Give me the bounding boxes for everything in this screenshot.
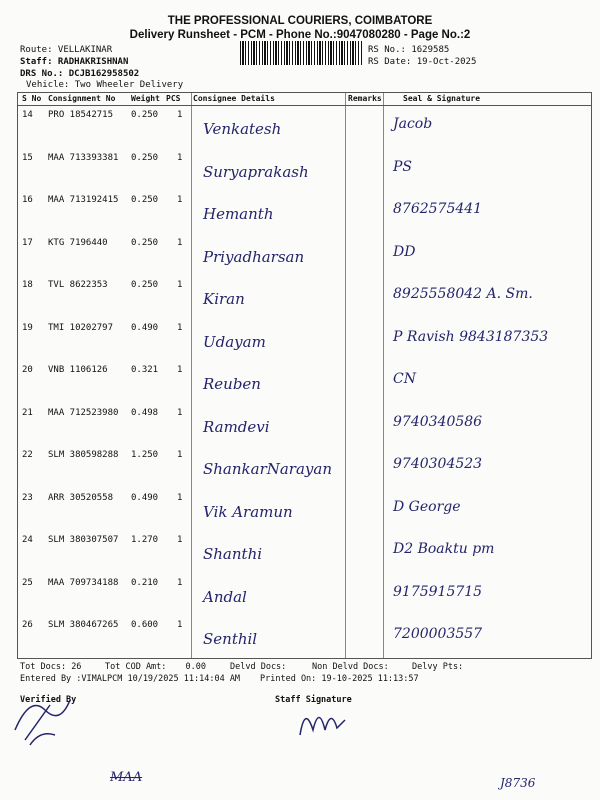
consignment-cell: VNB 1106126 (48, 365, 108, 375)
handwritten-number: J8736 (500, 776, 536, 790)
tot-cod-label: Tot COD Amt: (105, 662, 167, 672)
col-weight: Weight (131, 94, 160, 103)
runsheet-subtitle: Delivery Runsheet - PCM - Phone No.:9047080280 - Page No.:2 (129, 29, 471, 41)
consignment-cell: ARR 30520558 (48, 492, 114, 503)
verified-by: Verified By (20, 695, 77, 705)
table-row (18, 234, 591, 277)
weight-cell: 0.210 (131, 577, 159, 588)
route-label: Route: VELLAKINAR (20, 45, 113, 55)
table-header (18, 93, 591, 106)
consignment-cell: KTG 7196440 (48, 237, 108, 248)
non-delvd-docs: Non Delvd Docs: (312, 662, 389, 672)
weight-cell: 0.498 (131, 407, 159, 418)
seal-signature: CN (393, 371, 416, 387)
company-name: THE PROFESSIONAL COURIERS, COIMBATORE (167, 15, 433, 27)
sno-cell: 14 (22, 110, 33, 120)
consignee-handwriting: ShankarNarayan (203, 460, 333, 478)
consignment-cell: MAA 709734188 (48, 577, 119, 588)
table-row (18, 616, 591, 659)
weight-cell: 0.490 (131, 322, 159, 333)
sno-cell: 25 (22, 577, 33, 588)
rs-date: RS Date: 19-Oct-2025 (368, 57, 477, 67)
weight-cell: 0.250 (131, 237, 159, 248)
col-consignment: Consignment No (48, 94, 116, 103)
consignee-handwriting: Hemanth (203, 205, 274, 223)
sno-cell: 16 (22, 195, 33, 205)
table-row (18, 319, 591, 362)
table-row (18, 191, 591, 234)
consignee-handwriting: Shanthi (203, 545, 263, 563)
runsheet-table (17, 92, 592, 659)
tot-docs-label: Tot Docs: (20, 662, 67, 672)
delvy-pts: Delvy Pts: (412, 662, 464, 672)
consignee-handwriting: Udayam (203, 332, 266, 351)
seal-signature: 9740304523 (393, 456, 483, 472)
weight-cell: 0.490 (131, 492, 159, 503)
entered-by: Entered By :VIMALPCM 10/19/2025 11:14:04 AM (20, 674, 241, 684)
consignee-handwriting: Priyadharsan (203, 247, 305, 266)
tot-cod-value: 0.00 (185, 662, 207, 672)
seal-signature: Jacob (393, 116, 433, 132)
col-consignee: Consignee Details (193, 94, 275, 103)
seal-signature: 8762575441 (393, 201, 483, 217)
staff-signature (295, 700, 355, 740)
weight-cell: 0.250 (131, 152, 159, 163)
table-row (18, 489, 591, 532)
seal-signature: 7200003557 (393, 626, 483, 642)
col-pcs: PCS (166, 94, 181, 103)
sno-cell: 26 (22, 620, 33, 630)
table-row (18, 574, 591, 617)
col-remarks: Remarks (348, 94, 382, 103)
seal-signature: PS (393, 158, 413, 175)
sno-cell: 15 (22, 152, 33, 163)
consignee-handwriting: Andal (203, 587, 247, 606)
pcs-cell: 1 (177, 322, 183, 333)
pcs-cell: 1 (177, 535, 183, 545)
handwritten-note: MAA (110, 770, 143, 785)
sno-cell: 24 (22, 535, 33, 545)
pcs-cell: 1 (177, 450, 183, 460)
consignment-cell: TVL 8622353 (48, 280, 108, 290)
pcs-cell: 1 (177, 407, 183, 418)
weight-cell: 0.321 (131, 365, 159, 375)
col-sno: S No (22, 94, 42, 103)
sno-cell: 19 (22, 322, 33, 333)
consignment-cell: MAA 712523980 (48, 407, 119, 418)
consignee-handwriting: Vik Aramun (203, 502, 293, 521)
table-row (18, 446, 591, 489)
sno-cell: 18 (22, 280, 33, 290)
sno-cell: 20 (22, 365, 33, 375)
pcs-cell: 1 (177, 195, 183, 205)
seal-signature: D George (393, 498, 461, 515)
table-row (18, 404, 591, 447)
seal-signature: 9175915715 (393, 583, 483, 600)
table-row (18, 531, 591, 574)
table-row (18, 149, 591, 192)
consignment-cell: SLM 380467265 (48, 620, 119, 630)
printed-on: Printed On: 19-10-2025 11:13:57 (260, 674, 419, 684)
seal-signature: P Ravish 9843187353 (393, 328, 549, 345)
sno-cell: 17 (22, 237, 33, 248)
consignment-cell: MAA 713393381 (48, 152, 119, 163)
staff-signature-label: Staff Signature (275, 695, 352, 705)
tot-cod (105, 662, 206, 673)
sno-cell: 23 (22, 492, 33, 503)
pcs-cell: 1 (177, 577, 183, 588)
weight-cell: 1.250 (131, 450, 159, 460)
consignment-cell: SLM 380598288 (48, 450, 119, 460)
table-row (18, 361, 591, 404)
pcs-cell: 1 (177, 110, 183, 120)
seal-signature: D2 Boaktu pm (393, 541, 495, 557)
weight-cell: 1.270 (131, 535, 159, 545)
weight-cell: 0.250 (131, 195, 159, 205)
seal-signature: 8925558042 A. Sm. (393, 286, 533, 302)
pcs-cell: 1 (177, 152, 183, 163)
consignment-cell: MAA 713192415 (48, 195, 119, 205)
consignment-cell: PRO 18542715 (48, 110, 114, 120)
pcs-cell: 1 (177, 620, 183, 630)
col-seal: Seal & Signature (403, 94, 481, 103)
pcs-cell: 1 (177, 237, 183, 248)
rs-no: RS No.: 1629585 (368, 45, 450, 55)
consignment-cell: TMI 10202797 (48, 322, 114, 333)
seal-signature: 9740340586 (393, 413, 483, 430)
pcs-cell: 1 (177, 280, 183, 290)
delvd-docs: Delvd Docs: (230, 662, 287, 672)
consignee-handwriting: Kiran (203, 290, 245, 308)
weight-cell: 0.600 (131, 620, 159, 630)
drs-label: DRS No.: DCJB162958502 (20, 69, 140, 79)
consignment-cell: SLM 380307507 (48, 535, 119, 545)
sno-cell: 21 (22, 407, 33, 418)
company-title (0, 14, 600, 42)
seal-signature: DD (393, 243, 416, 260)
vehicle-label: Vehicle: Two Wheeler Delivery (26, 80, 184, 90)
footer-totals (20, 662, 81, 673)
verified-signature (10, 690, 80, 750)
consignee-handwriting: Venkatesh (203, 120, 282, 138)
barcode (240, 41, 362, 65)
sno-cell: 22 (22, 450, 33, 460)
staff-label: Staff: RADHAKRISHNAN (20, 57, 129, 67)
consignee-handwriting: Reuben (203, 375, 261, 393)
weight-cell: 0.250 (131, 280, 159, 290)
pcs-cell: 1 (177, 492, 183, 503)
consignee-handwriting: Ramdevi (203, 417, 270, 436)
consignee-handwriting: Senthil (203, 630, 258, 648)
table-row (18, 276, 591, 319)
weight-cell: 0.250 (131, 110, 159, 120)
table-row (18, 106, 591, 149)
consignee-handwriting: Suryaprakash (203, 162, 309, 181)
pcs-cell: 1 (177, 365, 183, 375)
tot-docs-value: 26 (71, 662, 82, 672)
